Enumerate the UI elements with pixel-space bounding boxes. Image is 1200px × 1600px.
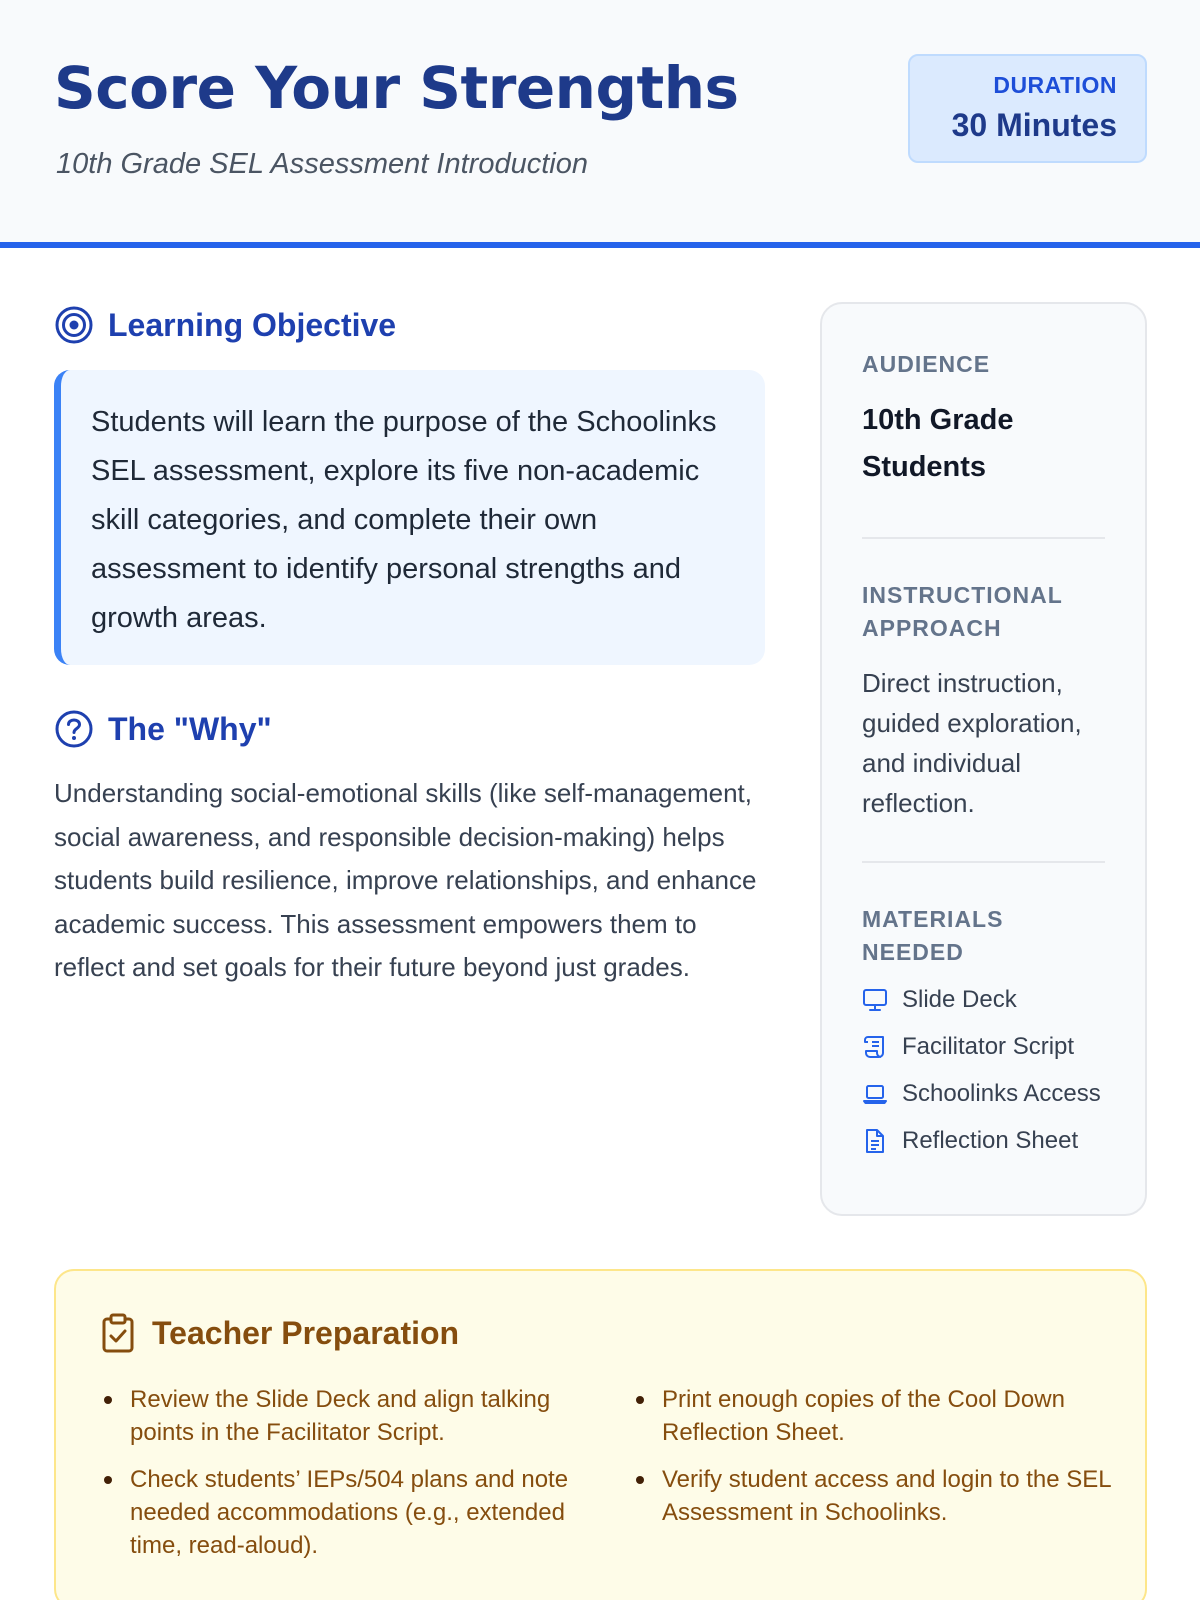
target-icon: [54, 305, 94, 345]
teacher-preparation-heading: [100, 1313, 459, 1353]
document-icon: [862, 1128, 888, 1154]
prep-list-left: [100, 1383, 580, 1576]
learning-objective-box: [54, 370, 765, 665]
lesson-details-card: [820, 302, 1147, 1216]
material-label: Facilitator Script: [902, 1033, 1075, 1060]
audience-value: 10th Grade Students: [862, 404, 1014, 483]
list-item: Check students’ IEPs/504 plans and note needed accommodations (e.g., extended time, read-aloud).: [100, 1463, 580, 1562]
question-circle-icon: [54, 709, 94, 749]
laptop-icon: [862, 1081, 888, 1107]
list-item: Print enough copies of the Cool Down Reflection Sheet.: [632, 1383, 1112, 1449]
material-label: Reflection Sheet: [902, 1127, 1079, 1154]
learning-objective-heading: [54, 305, 396, 345]
duration-badge: [908, 54, 1147, 163]
list-item: [862, 983, 1105, 1016]
materials-list: [862, 983, 1105, 1157]
divider: [862, 861, 1105, 863]
duration-label: DURATION: [993, 72, 1117, 98]
why-title: The "Why": [108, 710, 272, 747]
learning-objective-title: Learning Objective: [108, 306, 397, 343]
material-label: Slide Deck: [902, 986, 1017, 1013]
audience-label: AUDIENCE: [862, 351, 991, 377]
scroll-icon: [862, 1034, 888, 1060]
list-item: [862, 1124, 1105, 1157]
list-item: [862, 1077, 1105, 1110]
list-item: Review the Slide Deck and align talking points in the Facilitator Script.: [100, 1383, 580, 1449]
divider: [862, 537, 1105, 539]
prep-list-right: [632, 1383, 1112, 1543]
duration-value: 30 Minutes: [951, 107, 1117, 143]
teacher-preparation-title: Teacher Preparation: [152, 1314, 460, 1351]
approach-label: INSTRUCTIONAL APPROACH: [862, 582, 1063, 641]
lesson-header: [0, 0, 1200, 248]
materials-label: MATERIALS NEEDED: [862, 906, 1004, 965]
list-item: Verify student access and login to the SEL Assessment in Schoolinks.: [632, 1463, 1112, 1529]
teacher-preparation-box: [54, 1269, 1147, 1600]
why-text: Understanding social-emotional skills (like self-management, social awareness, and responsible decision-making) helps students build resilience, improve relationships, and enhance academic success. This assessment empowers them to reflect and set goals for their future beyond just grades.: [54, 778, 757, 982]
clipboard-check-icon: [100, 1313, 136, 1353]
monitor-icon: [862, 987, 888, 1013]
page-title: Score Your Strengths: [54, 54, 739, 122]
list-item: [862, 1030, 1105, 1063]
page-subtitle: 10th Grade SEL Assessment Introduction: [56, 148, 588, 180]
learning-objective-text: Students will learn the purpose of the Schoolinks SEL assessment, explore its five non-academic skill categories, and complete their own assessment to identify personal strengths and growth areas.: [91, 406, 717, 634]
approach-value: Direct instruction, guided exploration, and individual reflection.: [862, 668, 1082, 818]
material-label: Schoolinks Access: [902, 1080, 1101, 1107]
why-heading: [54, 709, 272, 749]
